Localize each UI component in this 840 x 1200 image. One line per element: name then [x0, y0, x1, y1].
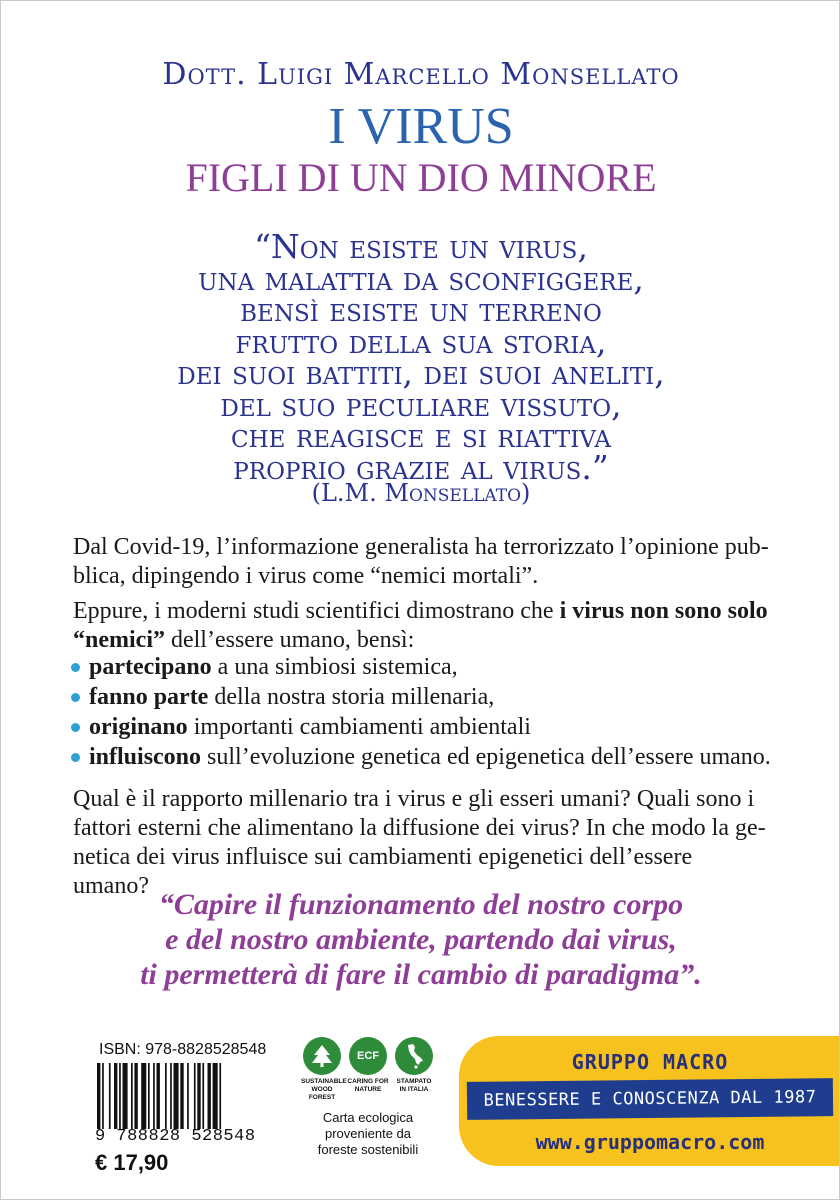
list-item — [71, 712, 791, 742]
barcode-bar — [97, 1063, 100, 1129]
barcode-bar — [219, 1063, 221, 1129]
eco-caption: IN ITALIA — [399, 1086, 429, 1093]
barcode-bar — [114, 1063, 117, 1129]
barcode-bar — [157, 1063, 160, 1129]
bullet-dot-icon — [71, 663, 80, 672]
barcode-bar — [148, 1063, 150, 1129]
ecf-icon: ECF — [349, 1037, 387, 1075]
paragraph-line: fattori esterni che alimentano la diffusione dei virus? In che modo la ge- — [73, 815, 766, 841]
barcode-bar — [213, 1063, 218, 1129]
quote-line: dei suoi battiti, dei suoi aneliti, — [177, 353, 665, 392]
publisher-tagline: BENESSERE E CONOSCENZA DAL 1987 — [483, 1087, 817, 1111]
bullet-bold-text: influiscono — [89, 744, 202, 770]
eco-caption: SUSTAINABLE — [301, 1078, 347, 1085]
barcode-bar — [187, 1063, 189, 1129]
quote-line: una malattia da sconfiggere, — [198, 258, 644, 298]
paragraph-line: blica, dipingendo i virus come “nemici mortali”. — [73, 563, 539, 589]
list-item — [71, 742, 791, 772]
paragraph-bold-text: “nemici” — [73, 627, 165, 653]
epigraph-quote — [1, 227, 840, 487]
eco-note-line: foreste sostenibili — [317, 1142, 419, 1157]
publisher-name: GRUPPO MACRO — [571, 1050, 729, 1074]
barcode-bar — [197, 1063, 200, 1129]
price: € 17,90 — [95, 1150, 169, 1175]
barcode-bar — [202, 1063, 204, 1129]
isbn-label: ISBN: 978-8828528548 — [99, 1041, 267, 1058]
barcode-digits: 9 788828 528548 — [95, 1127, 256, 1146]
barcode-bar — [153, 1063, 155, 1129]
barcode-bar — [131, 1063, 133, 1129]
publisher-banner — [459, 1036, 840, 1166]
paragraph-text: dell’essere umano, bensì: — [164, 627, 415, 653]
barcode-bar — [208, 1063, 211, 1129]
quote-line: bensì esiste un terreno — [240, 290, 602, 329]
eco-note-line: proveniente da — [324, 1126, 411, 1141]
eco-item — [301, 1037, 347, 1102]
eco-caption: STAMPATO — [396, 1078, 432, 1085]
isbn-block — [95, 1041, 271, 1176]
barcode-bar — [134, 1063, 137, 1129]
book-title: I VIRUS — [328, 98, 514, 155]
eco-caption: CARING FOR — [347, 1078, 389, 1085]
bullet-text: sull’evoluzione genetica ed epigenetica dell’essere umano. — [201, 744, 771, 770]
barcode-bar — [194, 1063, 196, 1129]
bullet-bold-text: fanno parte — [89, 684, 209, 710]
quote-attribution: (L.M. Monsellato) — [311, 479, 531, 507]
barcode-bar — [174, 1063, 179, 1129]
eco-item — [347, 1037, 389, 1102]
barcode-bar — [109, 1063, 111, 1129]
bullet-bold-text: originano — [89, 714, 188, 740]
book-subtitle: FIGLI DI UN DIO MINORE — [185, 155, 657, 200]
eco-labels — [301, 1037, 435, 1158]
quote-line: “Non esiste un virus, — [254, 227, 588, 266]
paragraph-bold-text: i virus non sono solo — [559, 598, 768, 624]
quote-line: che reagisce e si riattiva — [231, 416, 611, 455]
quote-line: frutto della sua storia, — [235, 321, 607, 361]
publisher-url[interactable]: www.gruppomacro.com — [535, 1130, 765, 1154]
barcode-bar — [180, 1063, 183, 1129]
bullet-dot-icon — [71, 693, 80, 702]
list-item — [71, 652, 791, 682]
closing-line: ti permetterà di fare il cambio di paradigma”. — [140, 958, 702, 991]
eco-caption: NATURE — [354, 1086, 382, 1093]
paragraph-line: Dal Covid-19, l’informazione generalista ha terrorizzato l’opinione pub- — [73, 534, 769, 560]
bullet-bold-text: partecipano — [89, 654, 212, 680]
thesis-paragraph — [73, 597, 773, 655]
bullet-text: importanti cambiamenti ambientali — [187, 714, 531, 740]
closing-quote — [1, 887, 840, 992]
barcode — [95, 1063, 271, 1129]
eco-caption: WOOD FOREST — [308, 1086, 336, 1101]
paragraph-text: Eppure, i moderni studi scientifici dimostrano che — [73, 598, 560, 624]
bullet-text: della nostra storia millenaria, — [208, 684, 495, 710]
barcode-bar — [165, 1063, 167, 1129]
barcode-bar — [170, 1063, 172, 1129]
bullet-text: a una simbiosi sistemica, — [211, 654, 458, 680]
intro-paragraph — [73, 533, 773, 591]
barcode-bar — [102, 1063, 104, 1129]
paragraph-line: netica dei virus influisce sui cambiamenti epigenetici dell’essere umano? — [73, 844, 693, 899]
paragraph-line: Qual è il rapporto millenario tra i virus e gli esseri umani? Quali sono i — [73, 786, 755, 812]
author-name: Dott. Luigi Marcello Monsellato — [162, 57, 680, 92]
italy-map-icon — [395, 1037, 433, 1075]
eco-note-line: Carta ecologica — [322, 1110, 414, 1125]
barcode-bar — [123, 1063, 128, 1129]
questions-paragraph — [73, 785, 773, 901]
barcode-bar — [119, 1063, 121, 1129]
tree-icon — [303, 1037, 341, 1075]
closing-line: e del nostro ambiente, partendo dai virus, — [165, 923, 677, 956]
closing-line: “Capire il funzionamento del nostro corpo — [158, 888, 684, 921]
list-item — [71, 682, 791, 712]
quote-line: proprio grazie al virus.” — [233, 447, 609, 487]
bullet-dot-icon — [71, 723, 80, 732]
quote-line: del suo peculiare vissuto, — [220, 384, 622, 424]
bullet-dot-icon — [71, 753, 80, 762]
eco-item — [393, 1037, 435, 1102]
barcode-bar — [141, 1063, 146, 1129]
publisher-ribbon — [467, 1078, 833, 1120]
eco-note — [301, 1110, 435, 1158]
bullet-list — [71, 652, 791, 772]
